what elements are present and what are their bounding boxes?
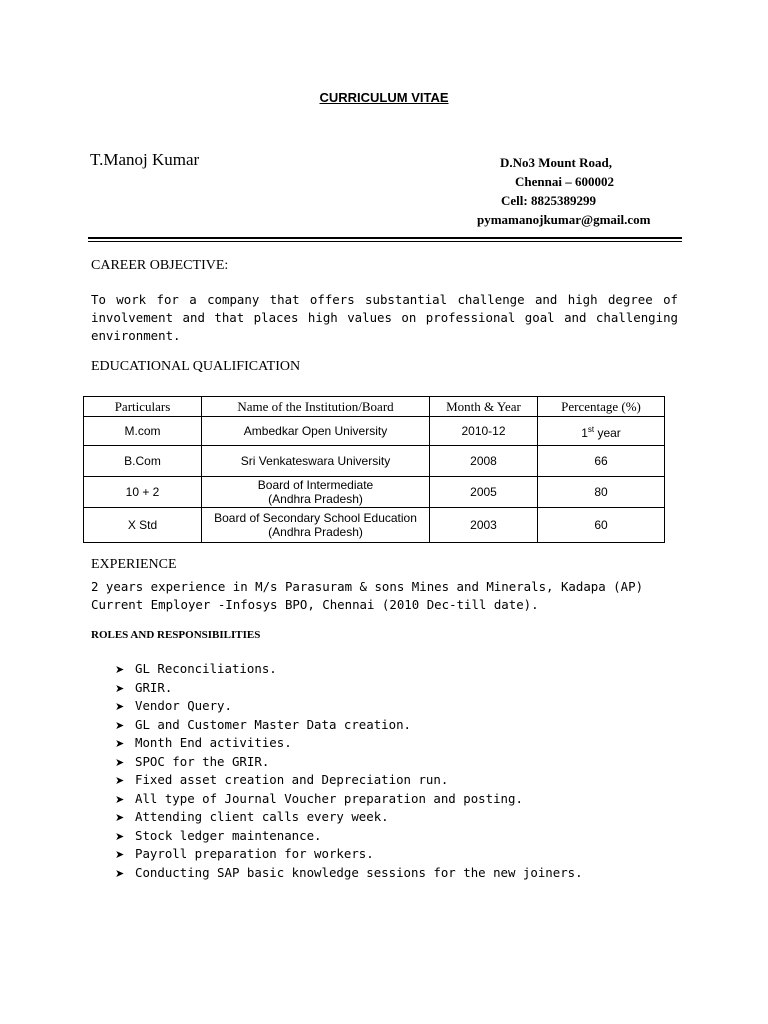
address-line-2: Chennai – 600002 (515, 174, 614, 189)
contact-address (468, 153, 683, 229)
column-header-month-year: Month & Year (430, 397, 538, 417)
arrow-bullet-icon: ➤ (115, 737, 125, 750)
arrow-bullet-icon: ➤ (115, 700, 125, 713)
role-text: Fixed asset creation and Depreciation run. (135, 772, 449, 787)
cell-institution (202, 477, 430, 508)
cell-particulars: B.Com (84, 446, 202, 477)
header-divider-thick (88, 237, 682, 239)
cell-year: 2010-12 (430, 417, 538, 446)
experience-line-2: Current Employer -Infosys BPO, Chennai (2010 Dec-till date). (91, 597, 539, 612)
role-text: SPOC for the GRIR. (135, 753, 270, 769)
list-item (115, 845, 583, 864)
cell-year: 2005 (430, 477, 538, 508)
experience-heading: EXPERIENCE (91, 557, 177, 572)
address-line-1: D.No3 Mount Road, (500, 155, 612, 170)
role-text: Stock ledger maintenance. (135, 827, 322, 843)
column-header-institution: Name of the Institution/Board (202, 397, 430, 417)
institution-line-1: Board of Intermediate (257, 478, 374, 492)
role-text: GL and Customer Master Data creation. (135, 716, 412, 732)
percentage-ordinal: st (587, 424, 595, 434)
list-item (115, 716, 583, 735)
cell-institution (202, 508, 430, 543)
table-row (84, 446, 665, 477)
cell-particulars: M.com (84, 417, 202, 446)
arrow-bullet-icon: ➤ (115, 866, 125, 880)
arrow-bullet-icon: ➤ (115, 718, 125, 732)
arrow-bullet-icon: ➤ (115, 811, 125, 824)
arrow-bullet-icon: ➤ (115, 792, 125, 806)
email-address: pymamanojkumar@gmail.com (477, 212, 651, 227)
institution-line-1: Board of Secondary School Education (214, 511, 417, 525)
cell-percentage: 60 (538, 508, 665, 543)
cell-particulars: 10 + 2 (84, 477, 202, 508)
arrow-bullet-icon: ➤ (115, 663, 125, 676)
cell-year: 2003 (430, 508, 538, 543)
percentage-value: 1 (581, 425, 588, 440)
list-item (115, 697, 583, 716)
cell-particulars: X Std (84, 508, 202, 543)
cell-percentage: 66 (538, 446, 665, 477)
role-text: Conducting SAP basic knowledge sessions for the new joiners. (135, 864, 583, 880)
candidate-name: T.Manoj Kumar (90, 150, 200, 169)
arrow-bullet-icon: ➤ (115, 774, 125, 787)
table-row (84, 417, 665, 446)
header-divider-thin (88, 241, 682, 242)
list-item (115, 753, 583, 772)
column-header-percentage: Percentage (%) (538, 397, 665, 417)
role-text: GRIR. (135, 679, 173, 695)
percentage-suffix: year (594, 425, 621, 440)
arrow-bullet-icon: ➤ (115, 755, 125, 769)
list-item (115, 864, 583, 883)
column-header-particulars: Particulars (84, 397, 202, 417)
institution-line-2: (Andhra Pradesh) (268, 525, 363, 539)
role-text: All type of Journal Voucher preparation and posting. (135, 790, 523, 806)
experience-text (91, 578, 691, 614)
career-objective-heading: CAREER OBJECTIVE: (91, 258, 229, 273)
role-text: Vendor Query. (135, 698, 232, 713)
arrow-bullet-icon: ➤ (115, 848, 125, 861)
phone-number: Cell: 8825389299 (501, 193, 596, 208)
arrow-bullet-icon: ➤ (115, 681, 125, 695)
career-objective-text: To work for a company that offers substantial challenge and high degree of involvement and that places high values on professional goal and challenging environment. (91, 292, 678, 343)
table-row (84, 477, 665, 508)
list-item (115, 734, 583, 753)
role-text: Payroll preparation for workers. (135, 846, 374, 861)
cell-year: 2008 (430, 446, 538, 477)
cell-institution: Sri Venkateswara University (202, 446, 430, 477)
role-text: Attending client calls every week. (135, 809, 389, 824)
list-item (115, 790, 583, 809)
education-table (83, 396, 665, 543)
education-heading: EDUCATIONAL QUALIFICATION (91, 359, 301, 374)
cell-institution: Ambedkar Open University (202, 417, 430, 446)
experience-line-1: 2 years experience in M/s Parasuram & sons Mines and Minerals, Kadapa (AP) (91, 579, 644, 594)
role-text: GL Reconciliations. (135, 661, 277, 676)
cell-percentage (538, 417, 665, 446)
list-item (115, 827, 583, 846)
arrow-bullet-icon: ➤ (115, 829, 125, 843)
roles-list (115, 660, 583, 882)
institution-line-2: (Andhra Pradesh) (268, 492, 363, 506)
role-text: Month End activities. (135, 735, 292, 750)
document-title: CURRICULUM VITAE (319, 90, 449, 105)
list-item (115, 808, 583, 827)
table-header-row (84, 397, 665, 417)
list-item (115, 660, 583, 679)
roles-heading: ROLES AND RESPONSIBILITIES (91, 629, 261, 641)
cell-percentage: 80 (538, 477, 665, 508)
table-row (84, 508, 665, 543)
list-item (115, 771, 583, 790)
list-item (115, 679, 583, 698)
